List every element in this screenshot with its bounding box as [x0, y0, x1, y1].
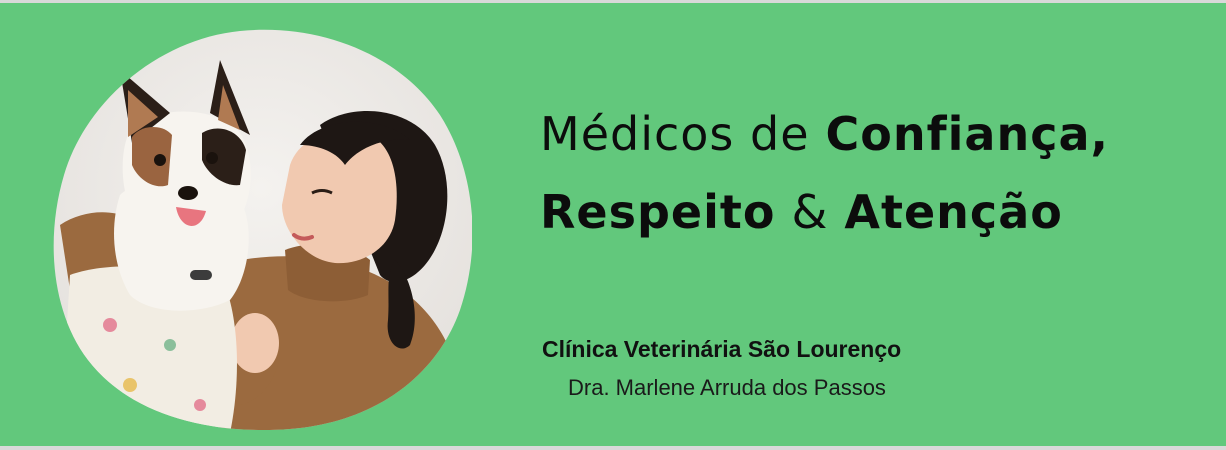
headline-respeito: Respeito	[540, 185, 776, 239]
woman-hugging-dog-photo	[50, 25, 472, 433]
headline-confianca: Confiança,	[825, 107, 1109, 161]
banner	[0, 3, 1226, 446]
headline	[540, 95, 1200, 251]
headline-line-1	[540, 95, 1200, 173]
headline-line-2	[540, 173, 1200, 251]
headline-ampersand: &	[791, 185, 829, 239]
clinic-name: Clínica Veterinária São Lourenço	[542, 336, 902, 362]
headline-medicos: Médicos de	[540, 107, 810, 161]
doctor-name: Dra. Marlene Arruda dos Passos	[568, 375, 886, 400]
headline-atencao: Atenção	[844, 185, 1063, 239]
